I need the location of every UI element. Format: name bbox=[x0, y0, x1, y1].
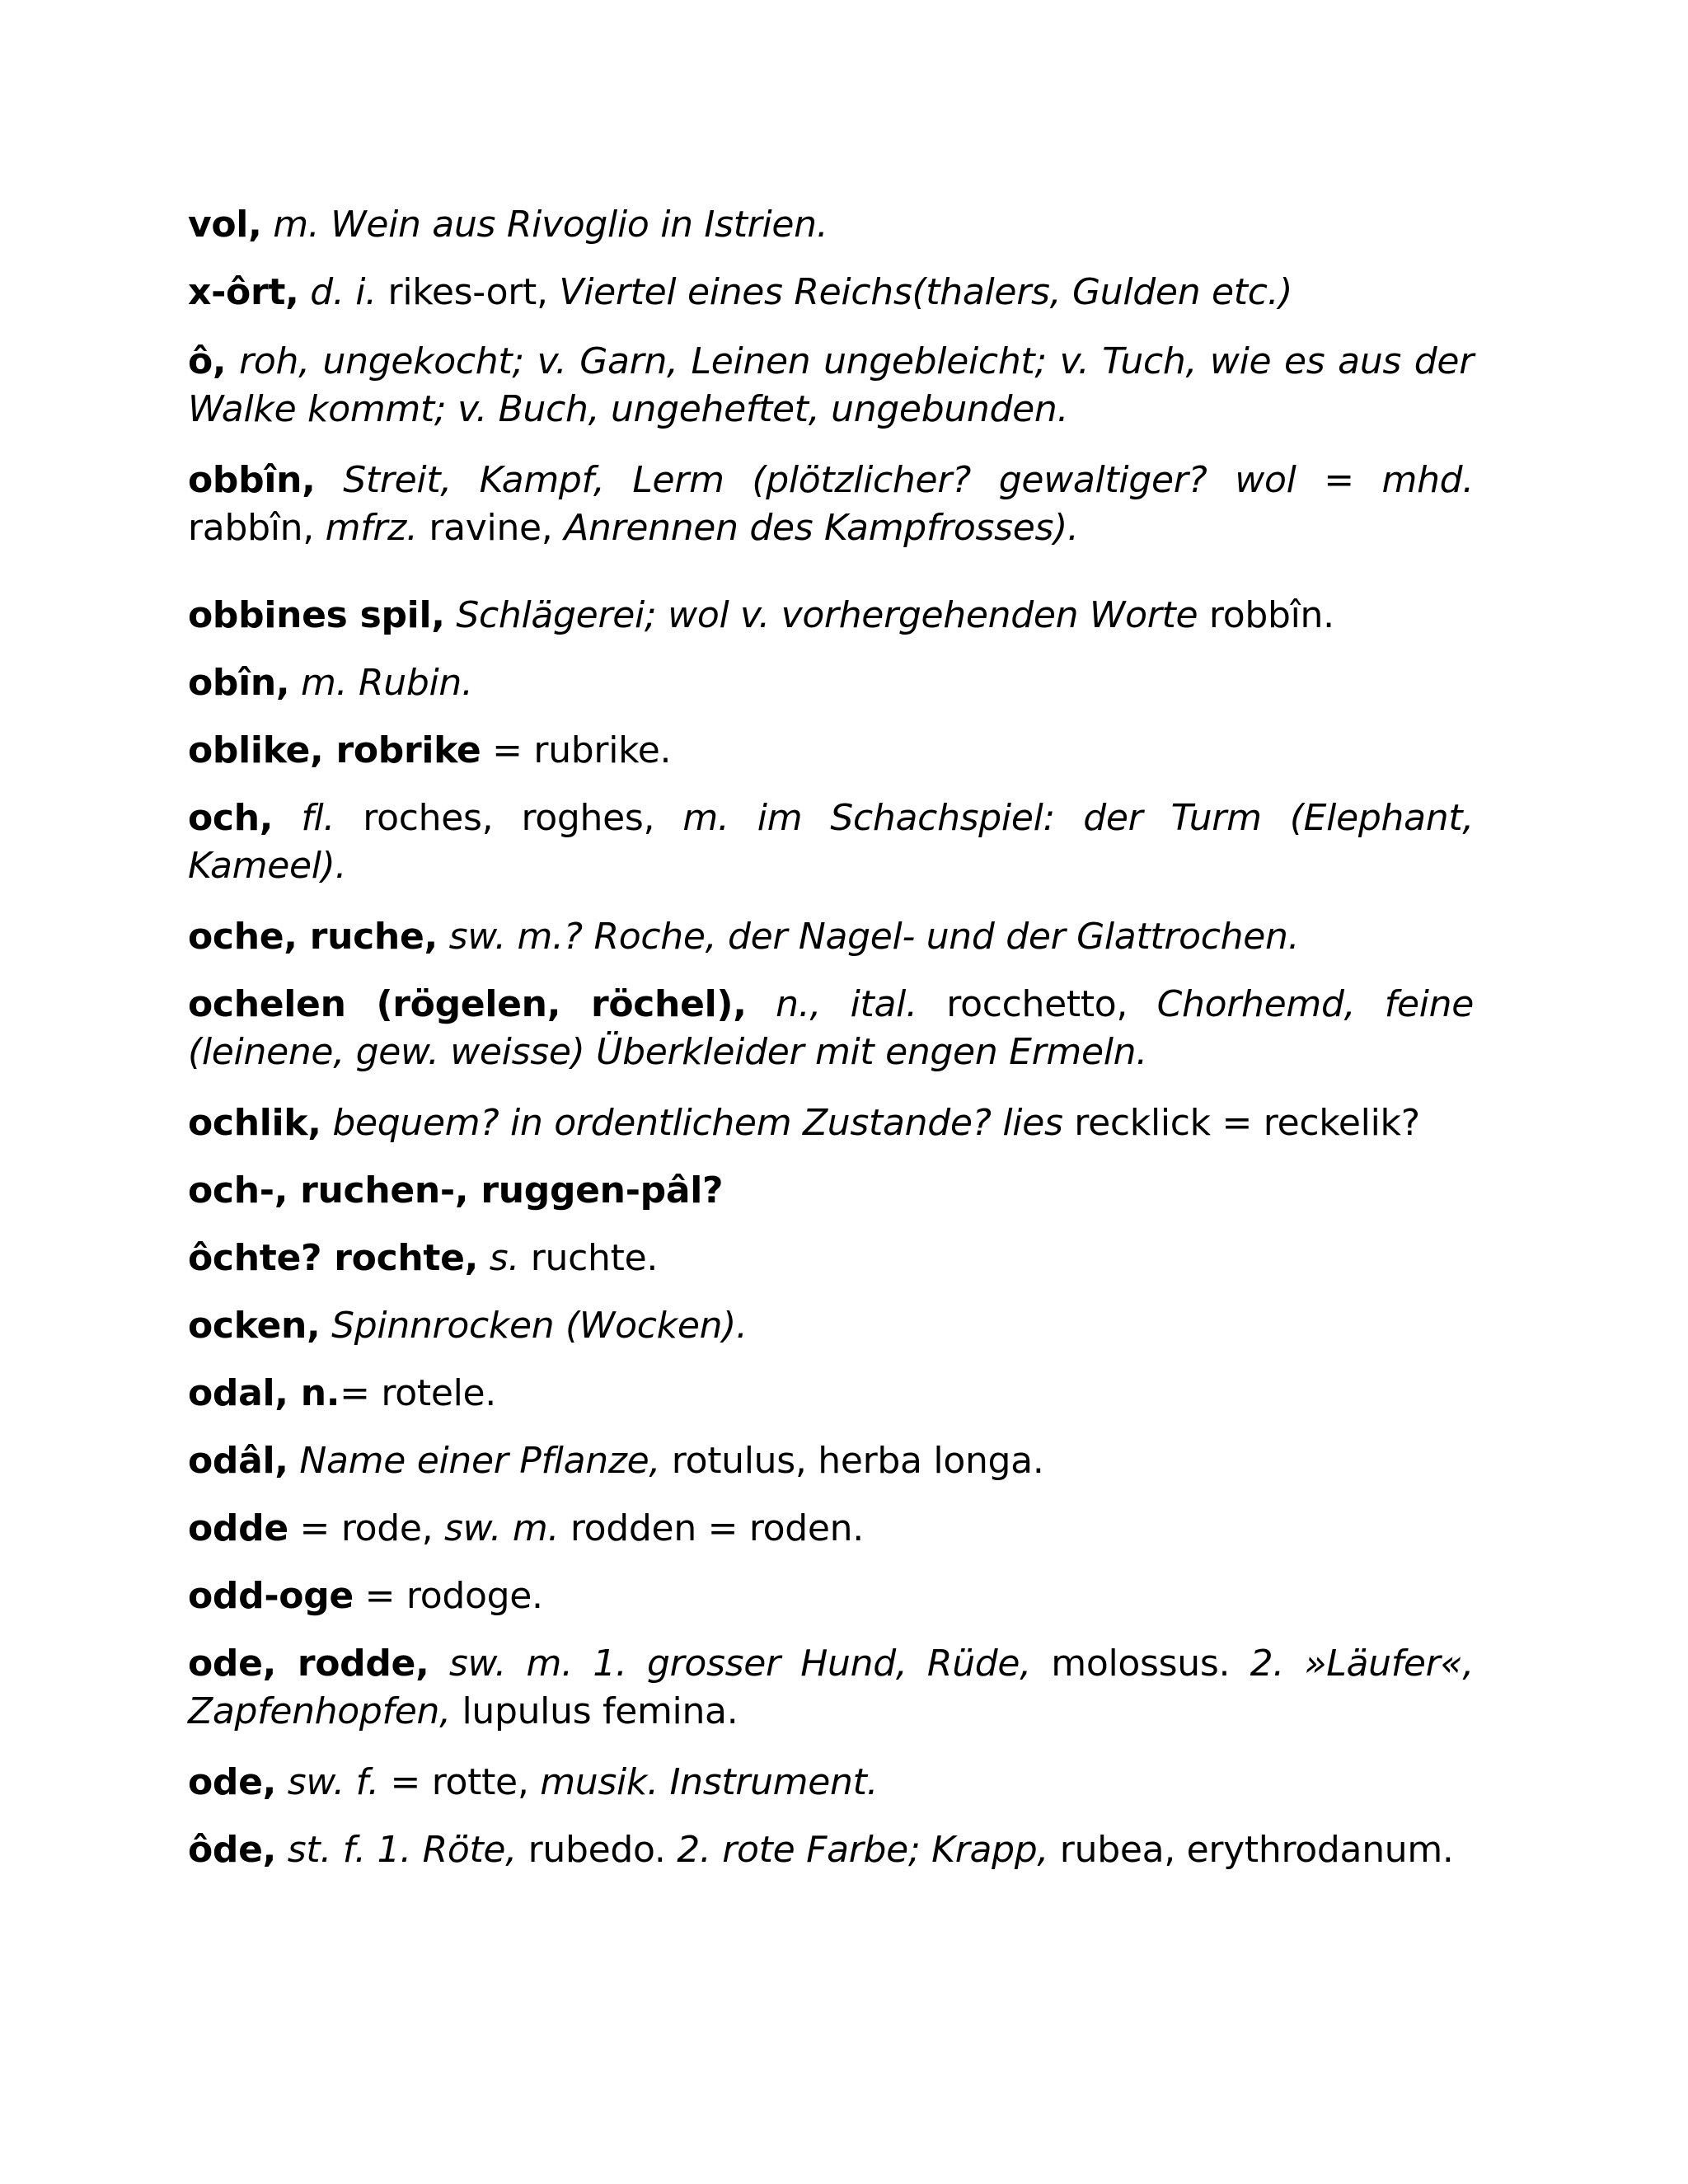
entry-form: = rotele. bbox=[340, 1372, 496, 1414]
entry-headword: ode, bbox=[188, 1761, 277, 1803]
entry-headword: och-, ruchen-, ruggen-pâl? bbox=[188, 1169, 724, 1212]
dictionary-entry bbox=[188, 1167, 1474, 1215]
dictionary-entry bbox=[188, 1572, 1474, 1620]
entry-gloss: 2. »Läufer«, Zapfenhopfen, bbox=[188, 1643, 1475, 1732]
entry-form: rubea, erythrodanum. bbox=[1048, 1829, 1454, 1871]
dictionary-entry bbox=[188, 1370, 1474, 1418]
entry-form: ravine, bbox=[417, 507, 565, 549]
entry-gloss: sw. m.? Roche, der Nagel- und der Glattrochen. bbox=[437, 916, 1300, 958]
entry-form: rodden = roden. bbox=[559, 1507, 864, 1549]
dictionary-entry bbox=[188, 1099, 1474, 1147]
dictionary-entry bbox=[188, 1235, 1474, 1282]
entry-headword: ode, rodde, bbox=[188, 1643, 429, 1685]
entry-gloss: 2. rote Farbe; Krapp, bbox=[677, 1829, 1049, 1871]
entry-headword: oche, ruche, bbox=[188, 916, 438, 958]
entry-gloss: s. bbox=[478, 1237, 520, 1279]
entry-gloss: Schlägerei; wol v. vorhergehenden Worte bbox=[444, 594, 1198, 636]
entry-headword: och, bbox=[188, 797, 274, 839]
entry-gloss: Name einer Pflanze, bbox=[288, 1440, 661, 1482]
dictionary-entry bbox=[188, 1759, 1474, 1807]
entry-gloss: sw. m. 1. grosser Hund, Rüde, bbox=[429, 1643, 1031, 1685]
dictionary-entry bbox=[188, 1505, 1474, 1553]
entry-gloss: mfrz. bbox=[325, 507, 418, 549]
entry-gloss: d. i. bbox=[298, 271, 377, 313]
entry-gloss: bequem? in ordentlichem Zustande? lies bbox=[321, 1102, 1063, 1144]
entry-form: = rode, bbox=[288, 1507, 445, 1549]
entry-form: = rotte, bbox=[378, 1761, 541, 1803]
entry-gloss: Spinnrocken (Wocken). bbox=[320, 1305, 748, 1347]
dictionary-entry bbox=[188, 981, 1474, 1076]
entry-gloss: roh, ungekocht; v. Garn, Leinen ungebleicht; v. Tuch, wie es aus der Walke kommt; v. Buch, ungeheftet, ungebunden. bbox=[188, 340, 1474, 430]
entry-headword: odde bbox=[188, 1507, 288, 1549]
entry-form: rotulus, herba longa. bbox=[660, 1440, 1044, 1482]
entry-headword: x-ôrt, bbox=[188, 271, 299, 313]
dictionary-entry bbox=[188, 1302, 1474, 1350]
entry-form: ruchte. bbox=[519, 1237, 659, 1279]
dictionary-entry bbox=[188, 659, 1474, 707]
entry-form: rubedo. bbox=[516, 1829, 678, 1871]
entry-form: lupulus femina. bbox=[450, 1690, 738, 1732]
entry-gloss: m. Wein aus Rivoglio in Istrien. bbox=[261, 204, 828, 246]
entry-headword: ochlik, bbox=[188, 1102, 321, 1144]
dictionary-entry bbox=[188, 201, 1474, 249]
dictionary-entry bbox=[188, 1640, 1474, 1736]
entry-gloss: Anrennen des Kampfrosses). bbox=[564, 507, 1079, 549]
entry-gloss: sw. m. bbox=[444, 1507, 560, 1549]
entry-form: rabbîn, bbox=[188, 507, 326, 549]
entry-headword: vol, bbox=[188, 204, 262, 246]
dictionary-entry bbox=[188, 794, 1474, 890]
entry-gloss: fl. bbox=[273, 797, 335, 839]
dictionary-entry bbox=[188, 592, 1474, 640]
entry-headword: ochelen (rögelen, röchel), bbox=[188, 983, 747, 1025]
dictionary-entry bbox=[188, 913, 1474, 961]
entry-headword: obbîn, bbox=[188, 459, 316, 501]
entry-headword: odâl, bbox=[188, 1440, 288, 1482]
dictionary-entry bbox=[188, 1826, 1474, 1874]
entry-form: molossus. bbox=[1030, 1643, 1250, 1685]
entry-gloss: sw. f. bbox=[276, 1761, 379, 1803]
entry-gloss: st. f. 1. Röte, bbox=[276, 1829, 517, 1871]
dictionary-entry bbox=[188, 1437, 1474, 1485]
entry-headword: ôde, bbox=[188, 1829, 277, 1871]
dictionary-entry bbox=[188, 269, 1474, 316]
dictionary-entry bbox=[188, 457, 1474, 552]
entry-headword: oblike, robrike bbox=[188, 729, 481, 771]
entry-headword: ô, bbox=[188, 340, 227, 382]
entry-form: = rubrike. bbox=[481, 729, 672, 771]
entry-form: robbîn. bbox=[1198, 594, 1334, 636]
dictionary-entry bbox=[188, 727, 1474, 775]
entry-gloss: m. im Schachspiel: der Turm (Elephant, Kameel). bbox=[188, 797, 1474, 887]
entry-headword: odal, n. bbox=[188, 1372, 340, 1414]
entry-form: roches, roghes, bbox=[335, 797, 683, 839]
entry-form: recklick = reckelik? bbox=[1062, 1102, 1420, 1144]
entry-headword: obbines spil, bbox=[188, 594, 445, 636]
entry-headword: ôchte? rochte, bbox=[188, 1237, 479, 1279]
entry-headword: obîn, bbox=[188, 662, 290, 704]
entry-gloss: Viertel eines Reichs(thalers, Gulden etc.) bbox=[559, 271, 1293, 313]
entry-gloss: m. Rubin. bbox=[289, 662, 473, 704]
entry-form: rocchetto, bbox=[917, 983, 1157, 1025]
dictionary-entry bbox=[188, 338, 1474, 434]
entry-gloss: Streit, Kampf, Lerm (plötzlicher? gewaltiger? wol = mhd. bbox=[315, 459, 1474, 501]
entry-gloss: musik. Instrument. bbox=[540, 1761, 879, 1803]
entry-gloss: Chorhemd, feine (leinene, gew. weisse) Überkleider mit engen Ermeln. bbox=[188, 983, 1475, 1073]
entry-form: = rodoge. bbox=[353, 1575, 543, 1617]
entry-form: rikes-ort, bbox=[376, 271, 560, 313]
entry-gloss: n., ital. bbox=[746, 983, 917, 1025]
entry-headword: odd-oge bbox=[188, 1575, 354, 1617]
entry-headword: ocken, bbox=[188, 1305, 321, 1347]
